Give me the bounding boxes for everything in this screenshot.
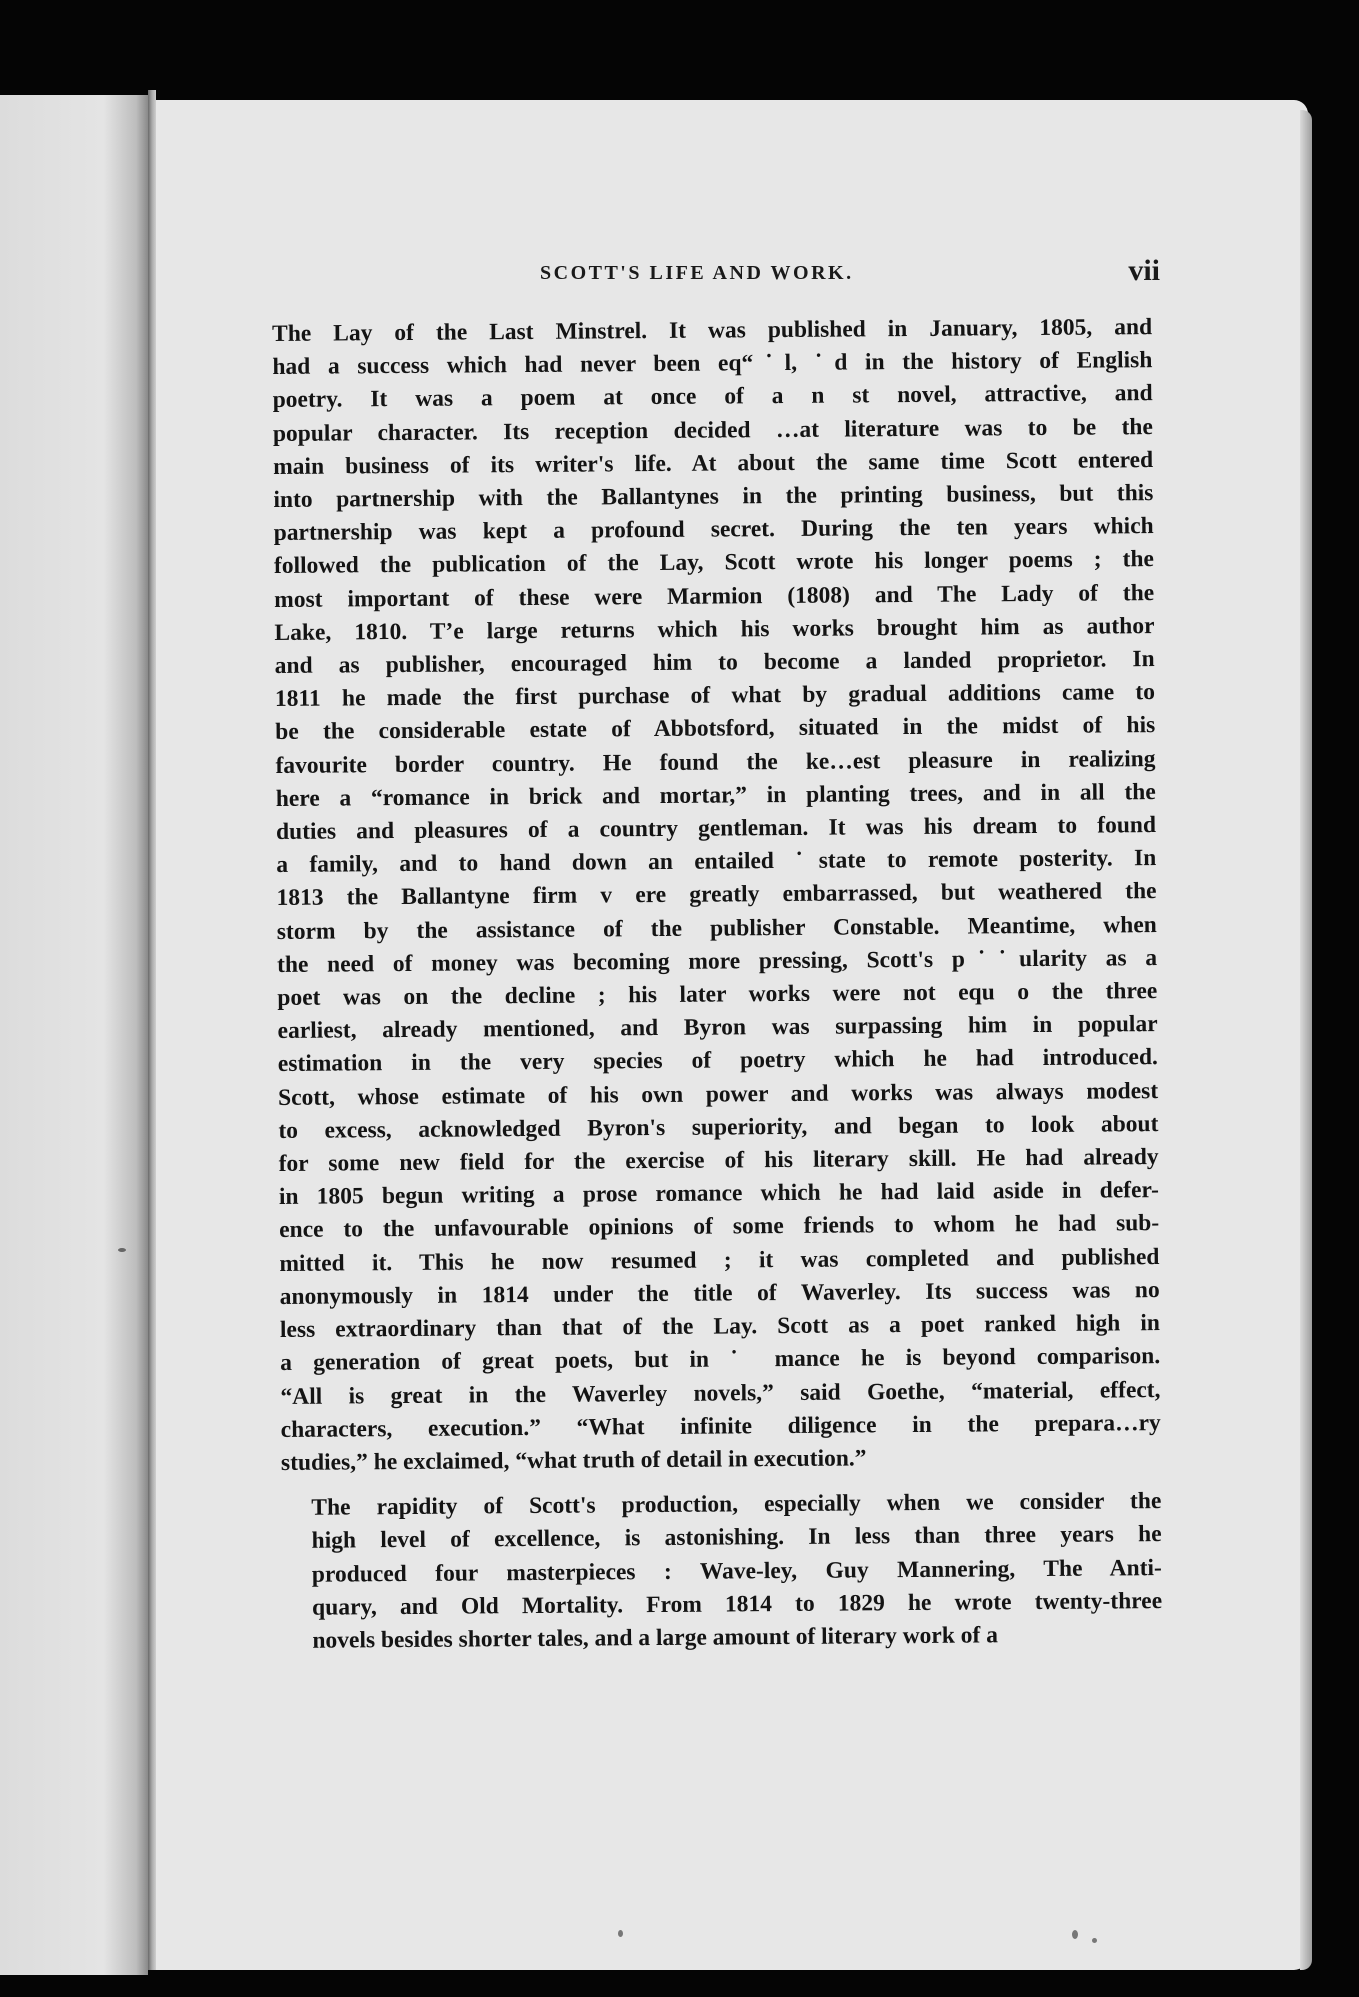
text-line: The rapidity of Scott's production, especially when we consider the: [311, 1488, 1162, 1521]
text-line: here a “romance in brick and mortar,” in planting trees, and in all the: [275, 778, 1156, 812]
text-line: poetry. It was a poem at once of a n st novel, attractive, and: [272, 380, 1153, 414]
text-line: earliest, already mentioned, and Byron was surpassing him in popular: [277, 1011, 1158, 1045]
text-line: The Lay of the Last Minstrel. It was published in January, 1805, and: [272, 314, 1153, 347]
text-line: main business of its writer's life. At about the same time Scott entered: [273, 446, 1154, 480]
book-gutter: [148, 90, 156, 1970]
text-line: in 1805 begun writing a prose romance which he had laid aside in defer-: [278, 1177, 1159, 1211]
paragraph: [272, 311, 1161, 1480]
text-line: be the considerable estate of Abbotsford, situated in the midst of his: [275, 712, 1156, 746]
text-line: 1811 he made the first purchase of what by gradual additions came to: [274, 679, 1156, 713]
paragraph: [281, 1485, 1162, 1658]
body-text: [272, 311, 1162, 1658]
text-line: a family, and to hand down an entailed ˙state to remote posterity. In: [276, 845, 1157, 879]
scan-speck: [1072, 1930, 1078, 1939]
text-line: had a success which had never been eq“˙l, ˙d in the history of English: [272, 347, 1153, 381]
text-line: storm by the assistance of the publisher Constable. Meantime, when: [276, 911, 1157, 945]
text-line: partnership was kept a profound secret. During the ten years which: [273, 513, 1154, 547]
text-line: followed the publication of the Lay, Scott wrote his longer poems ; the: [273, 546, 1155, 580]
text-line: “All is great in the Waverley novels,” said Goethe, “material, effect,: [280, 1376, 1161, 1410]
page-header: [270, 254, 1160, 298]
text-line: studies,” he exclaimed, “what truth of detail in execution.”: [280, 1445, 867, 1476]
text-line: poet was on the decline ; his later works were not equ o the three: [277, 978, 1158, 1012]
text-line: a generation of great poets, but in ˙ mance he is beyond comparison.: [280, 1343, 1161, 1377]
text-line: Lake, 1810. Tʼe large returns which his works brought him as author: [274, 612, 1155, 646]
text-line: 1813 the Ballantyne firm v ere greatly embarrassed, but weathered the: [276, 878, 1157, 912]
text-line: duties and pleasures of a country gentleman. It was his dream to found: [275, 812, 1157, 846]
text-line: produced four masterpieces : Wave-ley, Guy Mannering, The Anti-: [311, 1554, 1162, 1588]
text-line: characters, execution.” “What infinite diligence in the prepara…ry: [280, 1409, 1161, 1443]
text-line: high level of excellence, is astonishing. In less than three years he: [311, 1521, 1162, 1555]
scan-speck: [618, 1930, 623, 1937]
text-line: quary, and Old Mortality. From 1814 to 1829 he wrote twenty-three: [312, 1587, 1163, 1621]
left-page-edge: [0, 95, 148, 1975]
scan-speck: [1092, 1938, 1097, 1943]
text-line: anonymously in 1814 under the title of Waverley. Its success was no: [279, 1276, 1160, 1310]
text-line: to excess, acknowledged Byron's superiority, and began to look about: [278, 1110, 1159, 1144]
text-line: most important of these were Marmion (1808) and The Lady of the: [274, 579, 1155, 613]
text-line: and as publisher, encouraged him to become a landed proprietor. In: [274, 646, 1155, 680]
text-line: ence to the unfavourable opinions of some friends to whom he had sub-: [279, 1210, 1160, 1244]
text-line: favourite border country. He found the ke…est pleasure in realizing: [275, 745, 1156, 779]
text-line: the need of money was becoming more pressing, Scott's p˙˙ularity as a: [276, 944, 1158, 978]
text-line: novels besides shorter tales, and a large amount of literary work of a: [312, 1622, 999, 1654]
text-line: Scott, whose estimate of his own power and works was always modest: [278, 1077, 1159, 1111]
text-line: estimation in the very species of poetry which he had introduced.: [277, 1044, 1158, 1078]
text-line: popular character. Its reception decided …at literature was to be the: [272, 413, 1153, 447]
page-number: vii: [1128, 254, 1160, 287]
text-line: for some new field for the exercise of his literary skill. He had already: [278, 1144, 1159, 1178]
text-line: into partnership with the Ballantynes in the printing business, but this: [273, 480, 1154, 514]
page-right-edge: [1300, 110, 1312, 1970]
text-line: mitted it. This he now resumed ; it was completed and published: [279, 1243, 1160, 1277]
text-line: less extraordinary than that of the Lay. Scott as a poet ranked high in: [279, 1310, 1161, 1344]
running-head: SCOTT'S LIFE AND WORK.: [540, 262, 854, 284]
scan-speck: [118, 1248, 126, 1252]
